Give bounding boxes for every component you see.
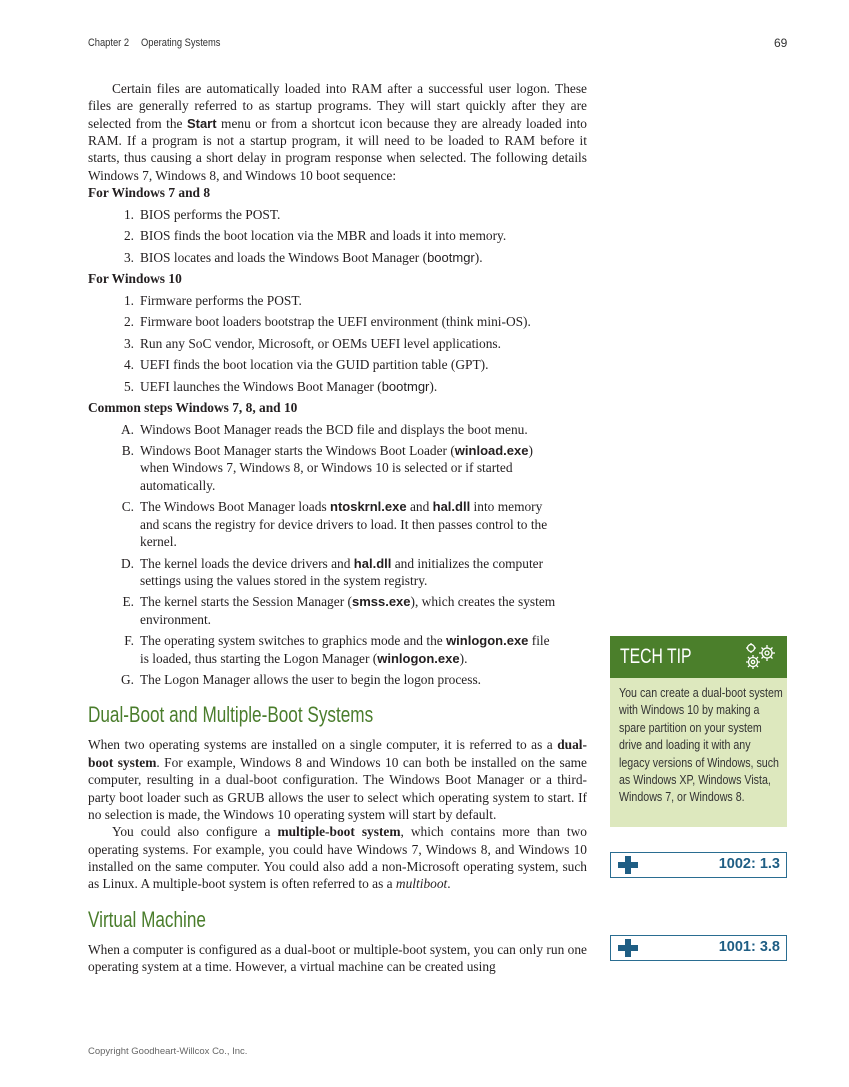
list-marker: B. <box>121 443 134 459</box>
tech-tip-box <box>610 636 787 827</box>
intro-paragraph <box>88 80 587 184</box>
page-number: 69 <box>774 36 788 50</box>
text-run: , which contains more than two operating systems. For example, you could have Windows 7, Windows 8, and Windows 10 installed on the same computer. You could also add a non-Microsoft operating system, such as Linux. A multiple-boot system is often referred to as a <box>88 824 587 892</box>
text-run: Firmware boot loaders bootstrap the UEFI environment (think mini-OS). <box>140 314 531 330</box>
boot-sequence-sections <box>88 184 587 688</box>
list-item <box>88 378 587 395</box>
plus-cross-icon <box>618 856 638 874</box>
text-run: menu or from a shortcut icon because they are already loaded into RAM. If a program is not a startup program, it will need to be loaded to RAM before it starts, thus causing a short delay in program response when selected. The following details Windows 7, Windows 8, and Windows 10 boot sequence: <box>88 115 587 183</box>
text-run: Windows Boot Manager starts the Windows Boot Loader ( <box>140 443 455 459</box>
filename-term: winlogon.exe <box>377 650 460 666</box>
filename-term: Start <box>186 115 217 131</box>
tech-tip-text: You can create a dual-boot system with Windows 10 by making a spare partition on your system drive and loading it with any legacy versions of Windows, such as Windows XP, Windows Vista, Windows 7, or Windows 8. <box>619 685 783 805</box>
step-list <box>88 421 587 689</box>
key-term: dual-boot system <box>88 737 587 770</box>
text-run: You could also configure a <box>112 824 278 840</box>
text-run: multiboot <box>395 876 448 892</box>
text-run: ). <box>459 650 468 666</box>
list-marker: G. <box>120 672 134 688</box>
list-marker: 2. <box>123 228 134 244</box>
list-item <box>88 442 587 494</box>
text-run: BIOS finds the boot location via the MBR and loads it into memory. <box>140 228 507 244</box>
list-marker: 3. <box>123 335 134 351</box>
text-run: ). <box>429 378 438 394</box>
text-run: file is loaded, thus starting the Logon Manager ( <box>140 633 550 666</box>
list-item <box>88 498 587 550</box>
text-run: Windows Boot Manager reads the BCD file and displays the boot menu. <box>140 421 528 437</box>
filename-term: hal.dll <box>353 555 392 571</box>
text-run: Certain files are automatically loaded into RAM after a successful user logon. These files are generally referred to as startup programs. They will start quickly after they are selected from the <box>88 81 587 131</box>
step-list <box>88 206 587 266</box>
filename-term: bootmgr <box>427 249 475 265</box>
filename-term: hal.dll <box>432 499 471 515</box>
chapter-number: Chapter 2 <box>88 37 130 49</box>
gears-icon <box>743 642 779 672</box>
section-heading-dual-boot: Dual-Boot and Multiple-Boot Systems <box>88 702 374 728</box>
objective-reference-1001 <box>610 935 787 961</box>
list-marker: F. <box>124 633 134 649</box>
list-item <box>88 335 587 352</box>
list-item <box>88 632 587 667</box>
text-run: The Logon Manager allows the user to begin the logon process. <box>140 672 482 688</box>
text-run: BIOS performs the POST. <box>140 206 281 222</box>
text-run: The kernel loads the device drivers and <box>140 555 354 571</box>
list-marker: 1. <box>123 206 134 222</box>
main-text <box>88 80 587 975</box>
reference-label: 1002: 1.3 <box>718 856 780 872</box>
text-run: The kernel starts the Session Manager ( <box>140 594 352 610</box>
dual-boot-paragraph <box>88 736 587 823</box>
text-run: ), which creates the system environment. <box>140 594 556 627</box>
filename-term: winlogon.exe <box>446 633 529 649</box>
copyright-footer: Copyright Goodheart-Willcox Co., Inc. <box>88 1046 248 1057</box>
subheading: For Windows 10 <box>88 271 182 286</box>
key-term: multiple-boot system <box>277 824 401 840</box>
filename-term: winload.exe <box>454 443 529 459</box>
reference-label: 1001: 3.8 <box>718 939 780 955</box>
list-marker: 1. <box>123 292 134 308</box>
filename-term: smss.exe <box>351 594 411 610</box>
running-header <box>88 37 220 49</box>
subheading: For Windows 7 and 8 <box>88 185 211 201</box>
list-item <box>88 313 587 330</box>
text-run: UEFI launches the Windows Boot Manager ( <box>140 378 382 394</box>
list-marker: C. <box>121 499 134 515</box>
plus-cross-icon <box>618 939 638 957</box>
text-run: When two operating systems are installed on a single computer, it is referred to as a <box>88 737 558 753</box>
chapter-title: Operating Systems <box>140 37 221 49</box>
list-item <box>88 249 587 266</box>
text-run: Run any SoC vendor, Microsoft, or OEMs UEFI level applications. <box>140 335 501 351</box>
list-marker: A. <box>120 421 134 437</box>
objective-reference-1002 <box>610 852 787 878</box>
filename-term: bootmgr <box>381 378 430 394</box>
list-marker: 4. <box>123 357 134 373</box>
filename-term: ntoskrnl.exe <box>330 499 407 515</box>
list-item <box>88 671 587 688</box>
tech-tip-title: TECH TIP <box>620 645 692 668</box>
tech-tip-header <box>610 636 787 678</box>
list-marker: 2. <box>123 314 134 330</box>
text-run: UEFI finds the boot location via the GUID partition table (GPT). <box>140 357 489 373</box>
text-run: . For example, Windows 8 and Windows 10 can both be installed on the same computer, resulting in a dual-boot configuration. The Windows Boot Manager or a third-party boot loader such as GRUB allows the user to select which operating system to start. If no selection is made, the Windows 10 operating system will start by default. <box>88 754 587 822</box>
list-item <box>88 227 587 244</box>
text-run: ). <box>474 249 483 265</box>
text-run: ) when Windows 7, Windows 8, or Windows 10 is selected or if started automatically. <box>140 443 533 493</box>
text-run: . <box>447 876 451 892</box>
list-item <box>88 206 587 223</box>
virtual-machine-paragraph <box>88 941 587 976</box>
list-marker: E. <box>122 594 134 610</box>
text-run: When a computer is configured as a dual-boot or multiple-boot system, you can only run one operating system at a time. However, a virtual machine can be created using <box>88 941 587 974</box>
list-marker: 3. <box>123 249 134 265</box>
tech-tip-body <box>610 678 787 827</box>
list-marker: 5. <box>123 378 134 394</box>
text-run: Firmware performs the POST. <box>140 292 302 308</box>
text-run: BIOS locates and loads the Windows Boot Manager ( <box>140 249 428 265</box>
text-run: and <box>406 499 433 515</box>
subheading: Common steps Windows 7, 8, and 10 <box>88 400 298 415</box>
list-marker: D. <box>120 555 134 571</box>
step-list <box>88 292 587 395</box>
list-item <box>88 421 587 438</box>
list-item <box>88 356 587 373</box>
list-item <box>88 292 587 309</box>
text-run: The operating system switches to graphics mode and the <box>140 633 447 649</box>
section-heading-virtual-machine: Virtual Machine <box>88 906 206 932</box>
list-item <box>88 593 587 628</box>
list-item <box>88 555 587 590</box>
text-run: into memory and scans the registry for device drivers to load. It then passes control to the kernel. <box>140 499 548 549</box>
text-run: and initializes the computer settings using the values stored in the system registry. <box>140 555 544 588</box>
text-run: The Windows Boot Manager loads <box>140 499 330 515</box>
multiple-boot-paragraph <box>88 823 587 892</box>
